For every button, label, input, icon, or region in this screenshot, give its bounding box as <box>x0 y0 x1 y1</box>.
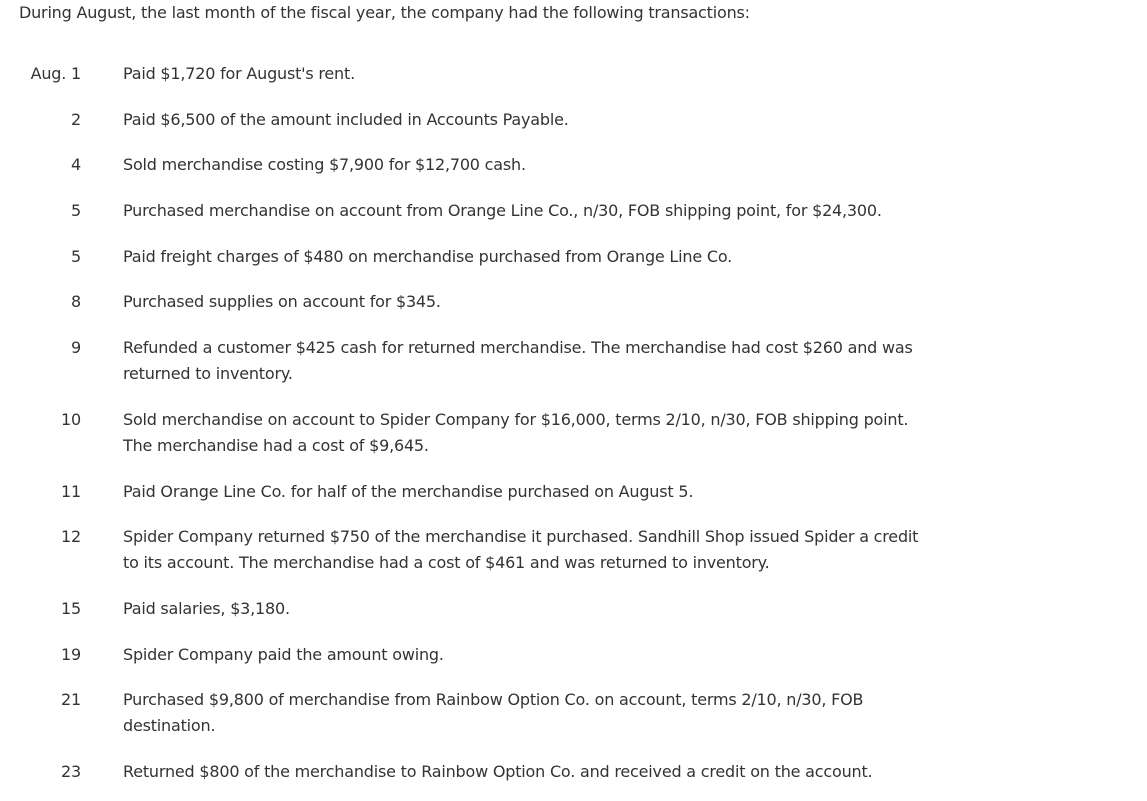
transaction-date: 15 <box>61 599 81 618</box>
transaction-description: Paid freight charges of $480 on merchandise purchased from Orange Line Co. <box>123 247 733 266</box>
transaction-description: Paid $1,720 for August's rent. <box>123 64 355 83</box>
transaction-date: 5 <box>71 201 81 220</box>
transaction-date: 23 <box>61 762 81 781</box>
transaction-description: Paid $6,500 of the amount included in Accounts Payable. <box>123 110 569 129</box>
transaction-description: Purchased $9,800 of merchandise from Rainbow Option Co. on account, terms 2/10, n/30, FOB destination. <box>123 690 864 735</box>
transaction-date: 11 <box>61 482 81 501</box>
transaction-description: Sold merchandise on account to Spider Company for $16,000, terms 2/10, n/30, FOB shipping point. The merchandise had a cost of $9,645. <box>123 410 909 455</box>
transaction-date: 8 <box>71 292 81 311</box>
transaction-date: 21 <box>61 690 81 709</box>
transaction-date: 5 <box>71 247 81 266</box>
transaction-description: Returned $800 of the merchandise to Rainbow Option Co. and received a credit on the account. <box>123 762 873 781</box>
transaction-description: Spider Company paid the amount owing. <box>123 645 444 664</box>
transaction-description: Purchased supplies on account for $345. <box>123 292 441 311</box>
transaction-date: 4 <box>71 155 81 174</box>
transaction-date: 12 <box>61 527 81 546</box>
transaction-date: 2 <box>71 110 81 129</box>
transaction-date: 10 <box>61 410 81 429</box>
transaction-description: Spider Company returned $750 of the merchandise it purchased. Sandhill Shop issued Spider a credit to its account. The merchandise had a cost of $461 and was returned to inventory. <box>123 527 919 572</box>
transaction-date: 19 <box>61 645 81 664</box>
transaction-description: Paid salaries, $3,180. <box>123 599 290 618</box>
transaction-description: Purchased merchandise on account from Orange Line Co., n/30, FOB shipping point, for $24,300. <box>123 201 882 220</box>
intro-text: During August, the last month of the fiscal year, the company had the following transactions: <box>19 3 750 22</box>
transaction-description: Sold merchandise costing $7,900 for $12,700 cash. <box>123 155 526 174</box>
transaction-date: 9 <box>71 338 81 357</box>
transaction-description: Refunded a customer $425 cash for returned merchandise. The merchandise had cost $260 and was returned to inventory. <box>123 338 913 383</box>
transaction-date: Aug. 1 <box>30 64 81 83</box>
transaction-description: Paid Orange Line Co. for half of the merchandise purchased on August 5. <box>123 482 694 501</box>
